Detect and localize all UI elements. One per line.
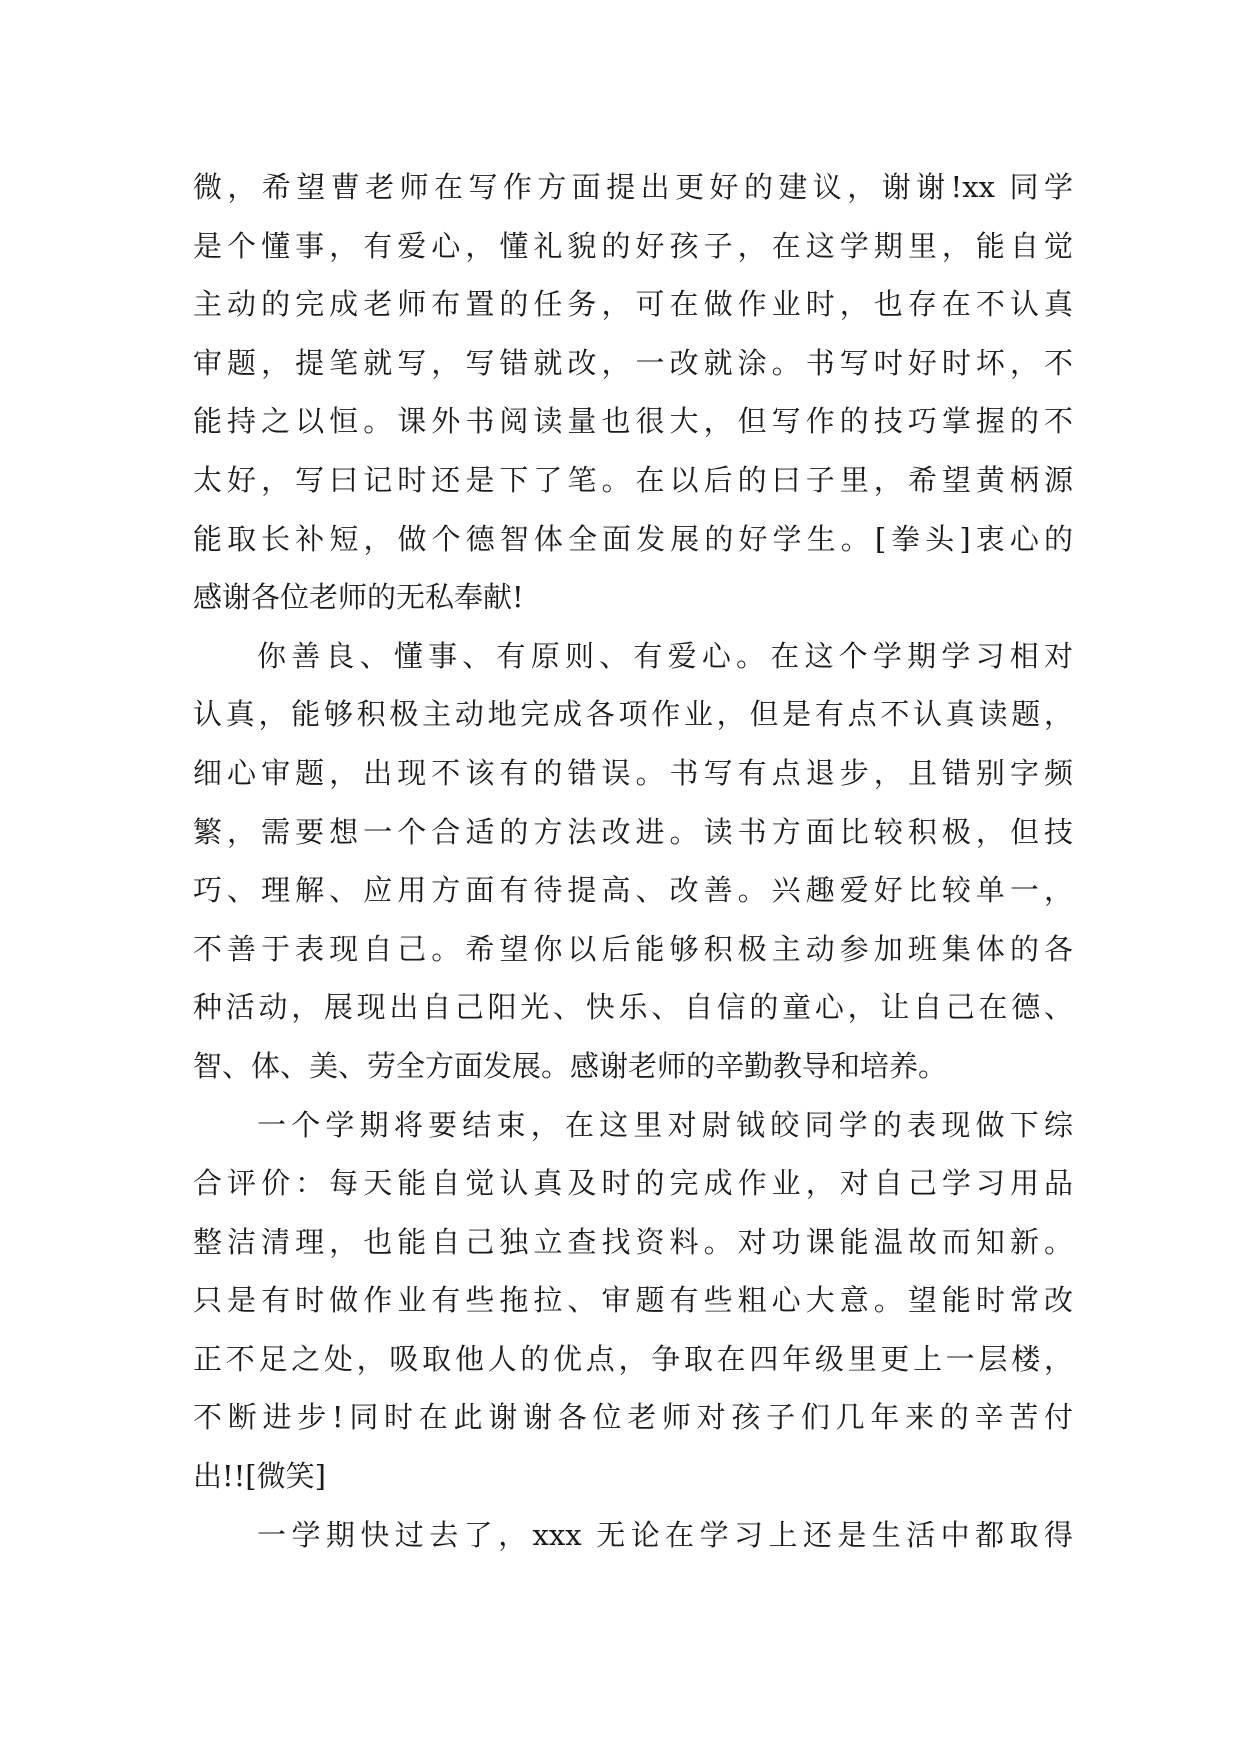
- text-line: 你善良、懂事、有原则、有爱心。在这个学期学习相对: [257, 638, 1073, 673]
- text-line: 一学期快过去了，xxx 无论在学习上还是生活中都取得: [257, 1517, 1073, 1552]
- text-line: 出!![微笑]: [193, 1459, 326, 1494]
- text-line: 太好，写曰记时还是下了笔。在以后的曰子里，希望黄柄源: [193, 462, 1073, 497]
- text-line: 智、体、美、劳全方面发展。感谢老师的辛勤教导和培养。: [193, 1048, 948, 1083]
- text-line: 种活动，展现出自己阳光、快乐、自信的童心，让自己在德、: [193, 990, 1073, 1025]
- body-text: [193, 158, 1073, 1564]
- text-line: 感谢各位老师的无私奉献!: [193, 580, 524, 615]
- text-line: 主动的完成老师布置的任务，可在做作业时，也存在不认真: [193, 287, 1073, 322]
- text-line: 不断进步!同时在此谢谢各位老师对孩子们几年来的辛苦付: [193, 1400, 1073, 1435]
- text-line: 一个学期将要结束，在这里对尉钺皎同学的表现做下综: [257, 1107, 1073, 1142]
- text-line: 巧、理解、应用方面有待提高、改善。兴趣爱好比较单一，: [193, 873, 1073, 908]
- text-line: 不善于表现自己。希望你以后能够积极主动参加班集体的各: [193, 931, 1073, 966]
- text-line: 审题，提笔就写，写错就改，一改就涂。书写吋好时坏，不: [193, 345, 1073, 380]
- text-line: 能持之以恒。课外书阅读量也很大，但写作的技巧掌握的不: [193, 404, 1073, 439]
- text-line: 繁，需要想一个合适的方法改进。读书方面比较积极，但技: [193, 814, 1073, 849]
- text-line: 能取长补短，做个德智体全面发展的好学生。[拳头]衷心的: [193, 521, 1073, 556]
- text-line: 合评价：每天能自觉认真及时的完成作业，对自己学习用品: [193, 1166, 1073, 1201]
- text-line: 只是有时做作业有些拖拉、审题有些粗心大意。望能时常改: [193, 1283, 1073, 1318]
- text-line: 微，希望曹老师在写作方面提出更好的建议，谢谢!xx 同学: [193, 170, 1073, 204]
- text-line: 整洁清理，也能自己独立查找资料。对功课能温故而知新。: [193, 1224, 1073, 1259]
- text-line: 正不足之处，吸取他人的优点，争取在四年级里更上一层楼，: [193, 1341, 1073, 1376]
- text-line: 认真，能够积极主动地完成各项作业，但是有点不认真读题，: [193, 697, 1073, 732]
- text-line: 是个懂事，有爱心，懂礼貌的好孩子，在这学期里，能自觉: [193, 228, 1073, 263]
- text-line: 细心审题，出现不该有的错误。书写有点退步，且错别字频: [193, 755, 1073, 790]
